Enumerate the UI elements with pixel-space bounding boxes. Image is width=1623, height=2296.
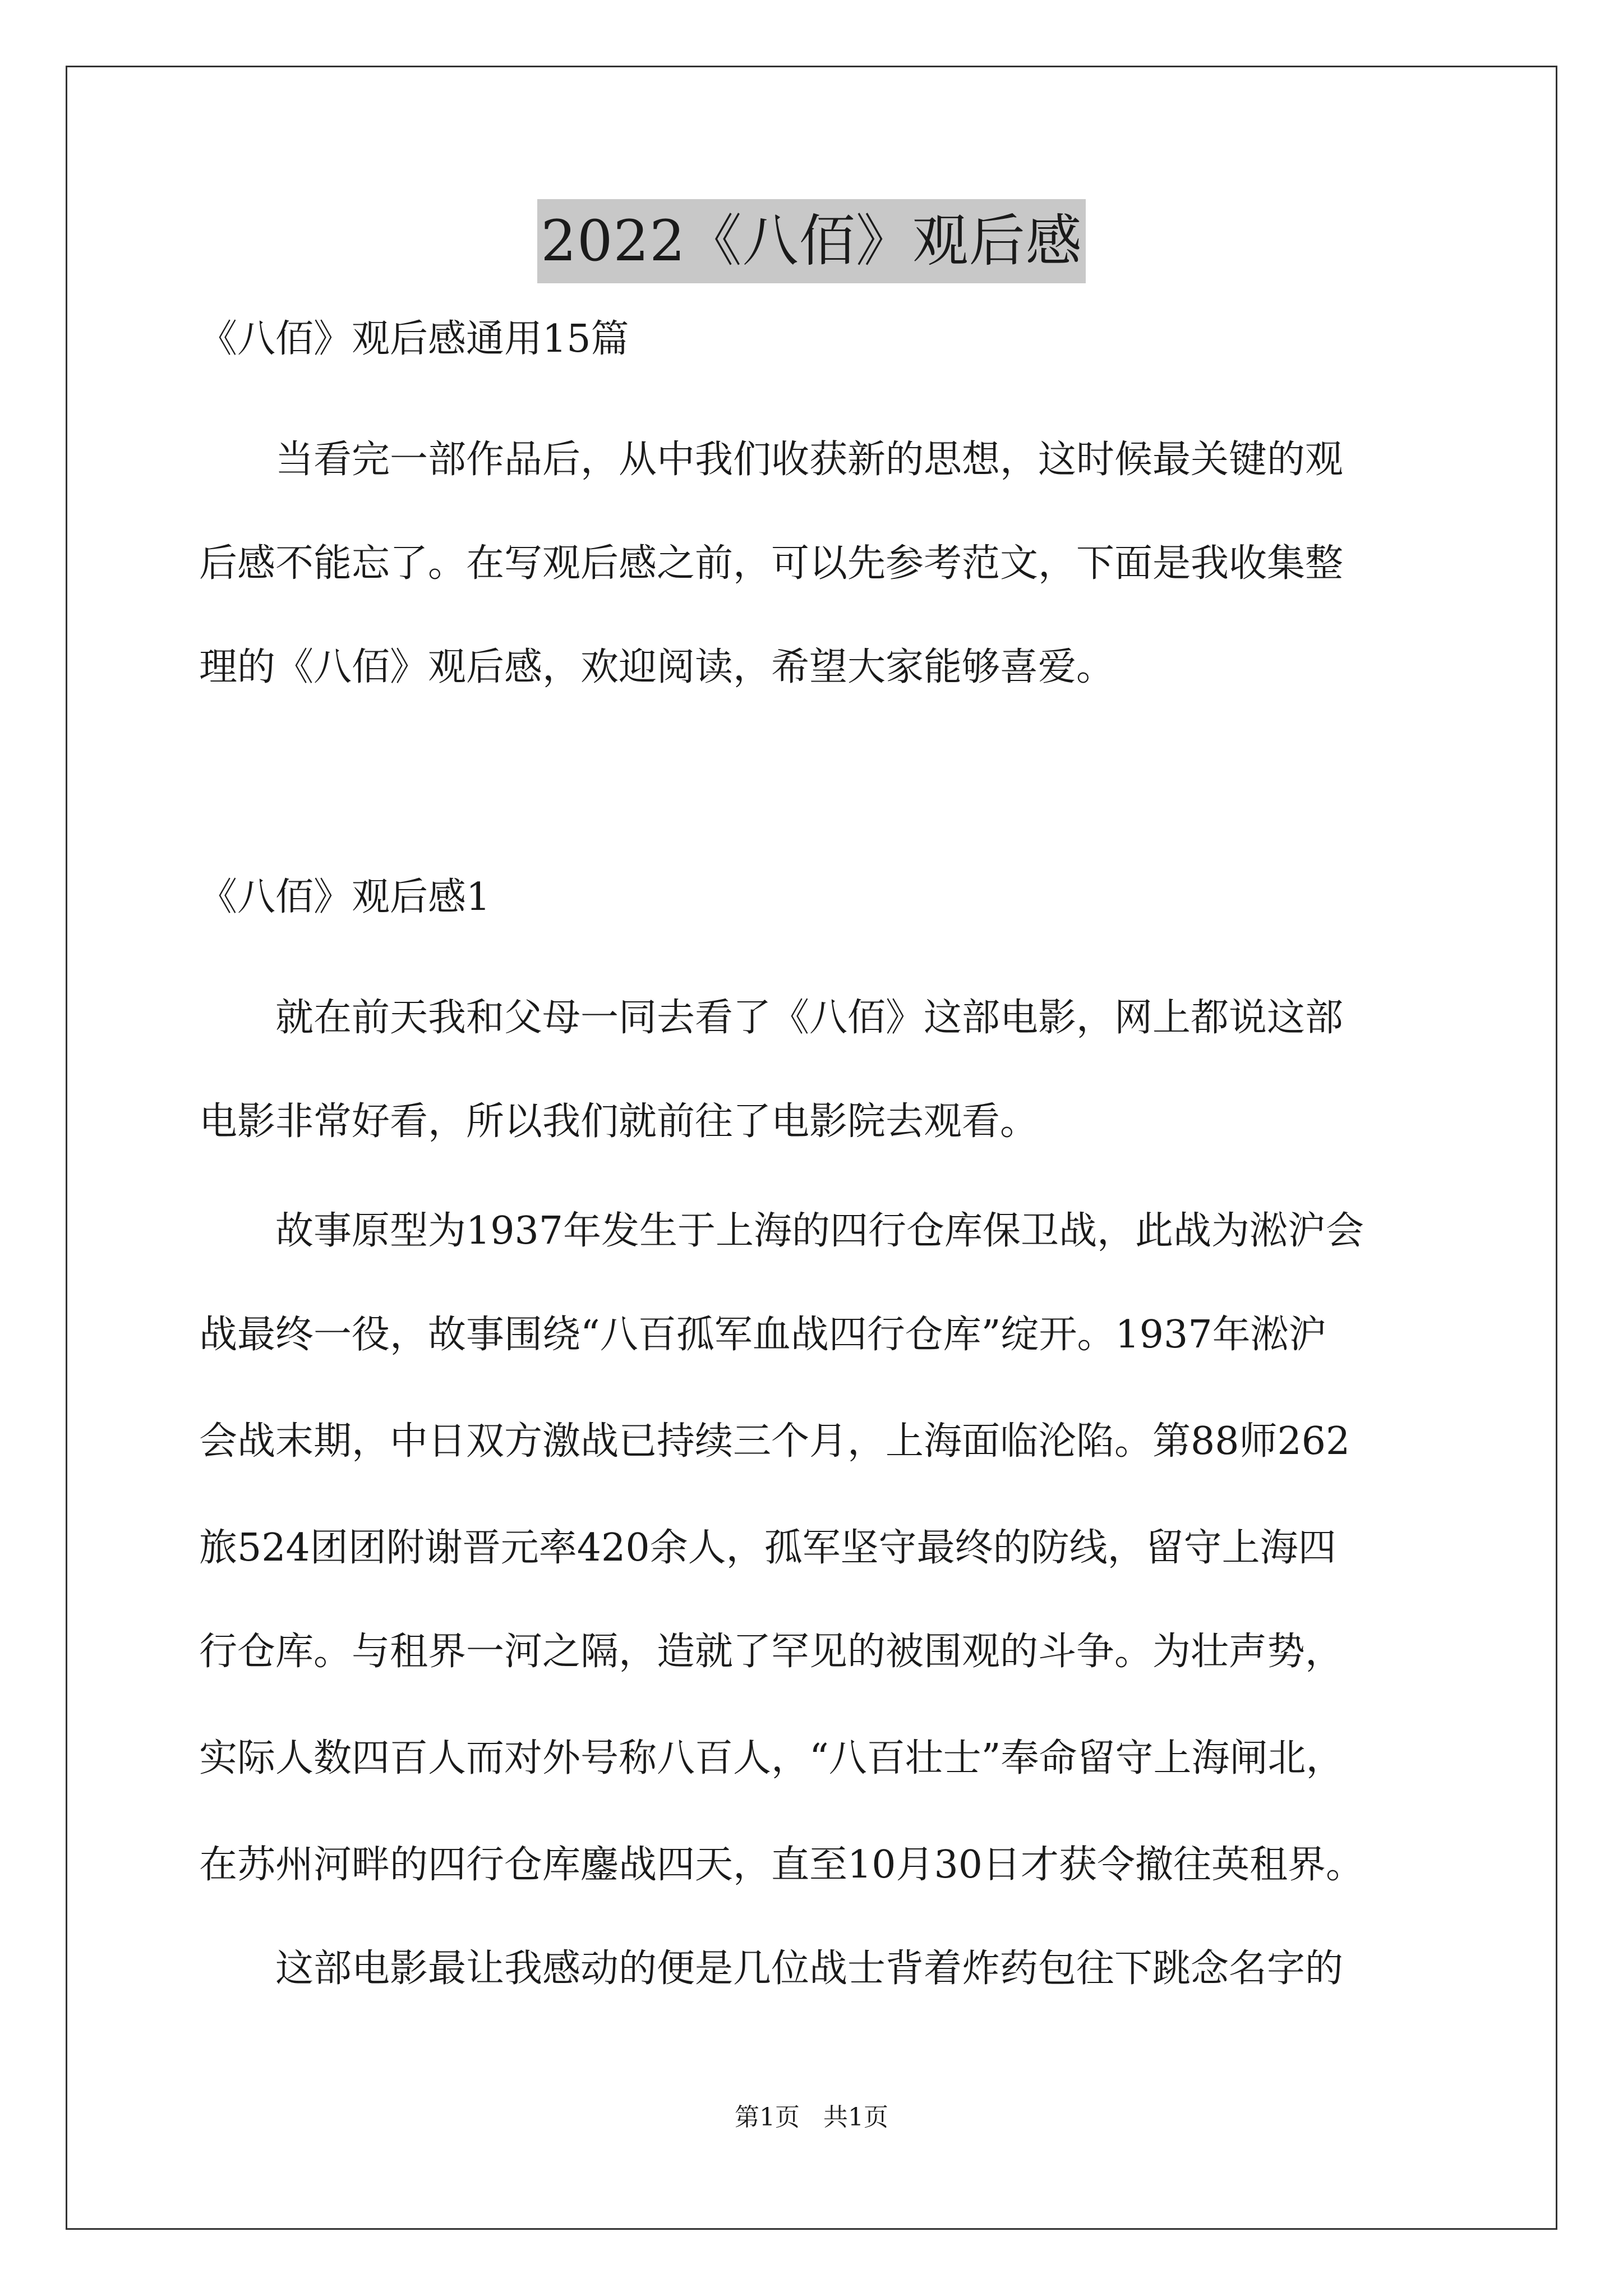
document-title: 2022《八佰》观后感 xyxy=(537,199,1086,283)
page-total: 共1页 xyxy=(823,2103,888,2132)
page-number: 第1页 xyxy=(735,2103,800,2132)
body-line: 理的《八佰》观后感，欢迎阅读，希望大家能够喜爱。 xyxy=(199,645,1115,689)
body-line: 行仓库。与租界一河之隔，造就了罕见的被围观的斗争。为壮声势， xyxy=(199,1630,1344,1674)
body-line: 在苏州河畔的四行仓库鏖战四天，直至10月30日才获令撤往英租界。 xyxy=(199,1843,1364,1887)
body-line: 实际人数四百人而对外号称八百人，“八百壮士”奉命留守上海闸北， xyxy=(199,1736,1344,1780)
body-line: 后感不能忘了。在写观后感之前，可以先参考范文，下面是我收集整 xyxy=(199,541,1344,586)
body-line: 就在前天我和父母一同去看了《八佰》这部电影，网上都说这部 xyxy=(199,996,1344,1040)
body-line: 这部电影最让我感动的便是几位战士背着炸药包往下跳念名字的 xyxy=(199,1947,1344,1991)
body-line: 当看完一部作品后，从中我们收获新的思想，这时候最关键的观 xyxy=(199,438,1344,482)
page-footer xyxy=(0,2101,1623,2134)
title-container xyxy=(0,199,1623,283)
body-line: 战最终一役，故事围绕“八百孤军血战四行仓库”绽开。1937年淞沪 xyxy=(199,1313,1327,1357)
body-line: 会战末期，中日双方激战已持续三个月，上海面临沦陷。第88师262 xyxy=(199,1419,1350,1464)
section-heading: 《八佰》观后感1 xyxy=(199,875,491,919)
body-line: 故事原型为1937年发生于上海的四行仓库保卫战，此战为淞沪会 xyxy=(199,1209,1364,1253)
body-line: 电影非常好看，所以我们就前往了电影院去观看。 xyxy=(199,1099,1039,1144)
body-line: 旅524团团附谢晋元率420余人，孤军坚守最终的防线，留守上海四 xyxy=(199,1526,1336,1570)
subtitle-line: 《八佰》观后感通用15篇 xyxy=(199,317,629,361)
